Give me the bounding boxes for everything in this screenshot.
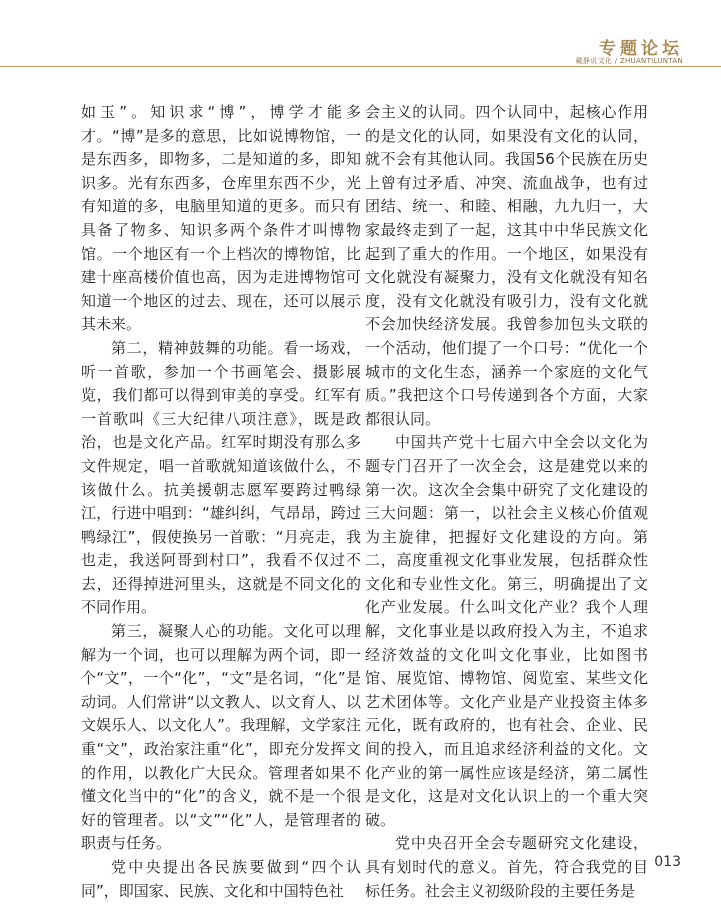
left-paragraph-4: 党中央提出各民族要做到“四个认同”，即国家、民族、文化和中国特色社 <box>81 858 361 900</box>
header-divider <box>0 66 721 67</box>
right-paragraph-1: 会主义的认同。四个认同中，起核心作用的是文化的认同，如果没有文化的认同，就不会有其他认同。我国56个民族在历史上曾有过矛盾、冲突、流血战争，也有过团结、统一、和睦、相融，九九归一，大家最终走到了一起，这其中中华民族文化起到了重大的作用。一个地区，如果没有文化就没有凝聚力，没有文化就没有知名度，没有文化就没有吸引力，没有文化就不会加快经济发展。我曾参加包头文联的一个活动，他们提了一个口号：“优化一个城市的文化生态，涵养一个家庭的文化气质。”我把这个口号传递到各个方面，大家都很认同。 <box>365 103 648 428</box>
left-paragraph-1: 如玉”。知识求“博”，博学才能多才。“博”是多的意思，比如说博物馆，一是东西多，即物多，二是知道的多，即知识多。光有东西多，仓库里东西不少，光有知道的多，电脑里知道的更多。而只有具备了物多、知识多两个条件才叫博物馆。一个地区有一个上档次的博物馆，比建十座高楼价值也高，因为走进博物馆可知道一个地区的过去、现在，还可以展示其未来。 <box>81 103 361 334</box>
page-number: 013 <box>654 854 681 870</box>
left-paragraph-3: 第三，凝聚人心的功能。文化可以理解为一个词，也可以理解为两个词，即一个“文”，一个“化”，“文”是名词，“化”是动词。人们常讲“以文教人、以文育人、以文娱乐人、以文化人”。我理解，文学家注重“文”，政治家注重“化”，即充分发挥文的作用，以教化广大民众。管理者如果不懂文化当中的“化”的含义，就不是一个很好的管理者。以“文”“化”人，是管理者的职责与任务。 <box>81 622 361 853</box>
header-subtitle: 戴静说文化 / ZHUANTILUNTAN <box>575 57 683 65</box>
left-paragraph-2: 第二，精神鼓舞的功能。看一场戏，听一首歌，参加一个书画笔会、摄影展览，我们都可以得到审美的享受。红军有一首歌叫《三大纪律八项注意》，既是政治，也是文化产品。红军时期没有那么多文件规定，唱一首歌就知道该做什么，不该做什么。抗美援朝志愿军要跨过鸭绿江，行进中唱到：“雄纠纠，气昂昂，跨过鸭绿江”，假使换另一首歌：“月亮走，我也走，我送阿哥到村口”，我看不仅过不去，还得掉进河里头，这就是不同文化的不同作用。 <box>81 338 361 617</box>
right-paragraph-2: 中国共产党十七届六中全会以文化为题专门召开了一次全会，这是建党以来的第一次。这次全会集中研究了文化建设的三大问题：第一，以社会主义核心价值观为主旋律，把握好文化建设的方向。第二，高度重视文化事业发展，包括群众性文化和专业性文化。第三，明确提出了文化产业发展。什么叫文化产业？我个人理解，文化事业是以政府投入为主，不追求经济效益的文化叫文化事业，比如图书馆、展览馆、博物馆、阅览室、某些文化艺术团体等。文化产业是产业投资主体多元化，既有政府的，也有社会、企业、民间的投入，而且追求经济利益的文化。文化产业的第一属性应该是经济，第二属性是文化，这是对文化认识上的一个重大突破。 <box>365 433 648 829</box>
header-title: 专题论坛 <box>599 39 683 59</box>
right-column <box>365 101 648 903</box>
left-column <box>81 101 361 903</box>
right-paragraph-3: 党中央召开全会专题研究文化建设，具有划时代的意义。首先，符合我党的目标任务。社会主义初级阶段的主要任务是 <box>365 834 648 900</box>
